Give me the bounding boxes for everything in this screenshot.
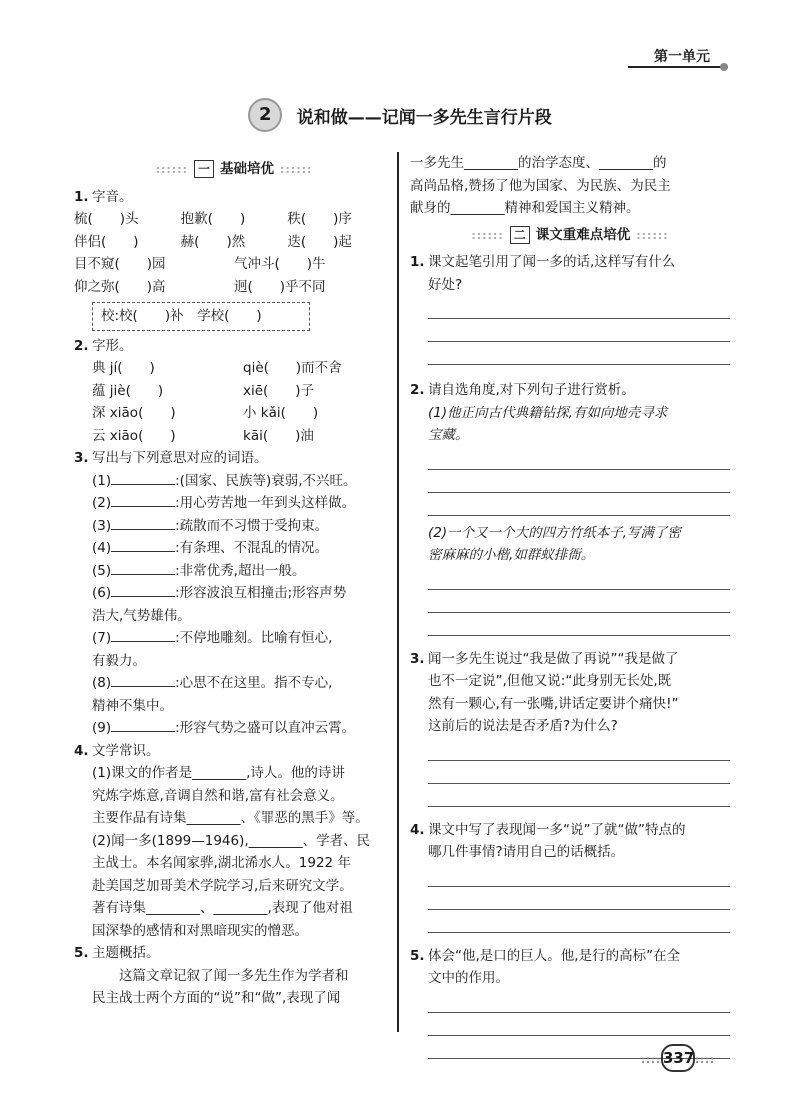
answer-line[interactable] [428, 589, 730, 590]
answer-line[interactable] [428, 341, 730, 342]
answer-line[interactable] [428, 886, 730, 887]
q3-item: (9) :形容气势之盛可以直冲云霄。 [74, 717, 394, 740]
q3-item: (3) :疏散而不习惯于受拘束。 [74, 515, 394, 538]
unit-underline [628, 66, 728, 68]
section-2-number: 二 [510, 226, 530, 244]
q3-item: (2) :用心劳苦地一年到头这样做。 [74, 492, 394, 515]
answer-line[interactable] [428, 806, 730, 807]
rq2-sentence: 密麻麻的小楷,如群蚁排衙。 [428, 547, 595, 563]
pinyin-row: 仰之弥( )高 迥( )乎不同 [74, 278, 326, 295]
q4-line: 究炼字炼意,音调自然和谐,富有社会意义。 [92, 787, 344, 804]
char-form-row: 典 jí( ) qiè( )而不舍 [92, 360, 342, 376]
rq2-sentence: (2)一个又一个大的四方竹纸本子,写满了密 [428, 524, 681, 541]
rq5-line: 5. 体会“他,是口的巨人。他,是行的高标”在全 [410, 947, 681, 964]
pinyin-row: 伴侣( ) 赫( )然 迭( )起 [74, 233, 352, 250]
q3-item: (7) :不停地雕刻。比喻有恒心, [74, 627, 394, 650]
rq3-line: 也不一定说”,但他又说:“此身别无长处,既 [428, 673, 672, 689]
q4-line: (1)课文的作者是________,诗人。他的诗讲 [92, 765, 345, 781]
answer-line[interactable] [428, 492, 730, 493]
q4-line: (2)闻一多(1899—1946),________、学者、民 [92, 832, 371, 849]
rq2-title: 2. 请自选角度,对下列句子进行赏析。 [410, 382, 635, 398]
rq4-line: 4. 课文中写了表现闻一多“说”了就“做”特点的 [410, 821, 686, 838]
question-4-title: 4. 文学常识。 [74, 742, 160, 759]
question-3-title: 3. 写出与下列意思对应的词语。 [74, 450, 268, 466]
q3-item-cont: 有毅力。 [92, 652, 146, 669]
lesson-number-badge: 2 [248, 98, 282, 132]
rq3-line: 然有一颗心,有一张嘴,讲话定要讲个痛快!” [428, 695, 679, 712]
page-number: :::: 337:::: [628, 1044, 728, 1072]
rq3-line: 3. 闻一多先生说过“我是做了再说”“我是做了 [410, 650, 679, 667]
q5-line: 这篇文章记叙了闻一多先生作为学者和 [92, 967, 349, 984]
section-header-1: :::::: 一 基础培优 :::::: [155, 161, 313, 177]
section-1-title: 基础培优 [220, 161, 274, 177]
answer-line[interactable] [428, 318, 730, 319]
q3-item-cont: 浩大,气势雄伟。 [92, 607, 191, 624]
char-form-row: 深 xiāo( ) 小 kǎi( ) [92, 405, 319, 421]
question-1-title: 1. 字音。 [74, 188, 133, 205]
q3-item: (6) :形容波浪互相撞击;形容声势 [74, 582, 394, 605]
theme-cont-line: 献身的________精神和爱国主义精神。 [410, 200, 640, 216]
answer-line[interactable] [428, 635, 730, 636]
q3-item: (1) :(国家、民族等)衰弱,不兴旺。 [74, 470, 394, 493]
lesson-title: 说和做——记闻一多先生言行片段 [296, 107, 552, 128]
answer-line[interactable] [428, 760, 730, 761]
rq1-line: 1. 课文起笔引用了闻一多的话,这样写有什么 [410, 254, 676, 270]
section-2-title: 课文重难点培优 [535, 226, 631, 243]
pinyin-row: 梳( )头 抱歉( ) 秩( )序 [74, 211, 352, 227]
char-form-row: 云 xiāo( ) kāi( )油 [92, 427, 314, 444]
char-form-row: 蕴 jiè( ) xiē( )子 [92, 382, 315, 399]
rq3-line: 这前后的说法是否矛盾?为什么? [428, 718, 618, 734]
polyphone-box: 校:校( )补 学校( ) [92, 302, 310, 331]
answer-line[interactable] [428, 783, 730, 784]
answer-line[interactable] [428, 1035, 730, 1036]
q4-line: 主战士。本名闻家骅,湖北浠水人。1922 年 [92, 855, 351, 871]
theme-cont-line: 高尚品格,赞扬了他为国家、为民族、为民主 [410, 177, 671, 194]
q3-item-cont: 精神不集中。 [92, 697, 173, 714]
lesson-title-bar [0, 98, 800, 132]
unit-label: 第一单元 [654, 49, 710, 65]
rq2-sentence: 宝藏。 [428, 427, 469, 443]
left-column [74, 158, 394, 1010]
answer-line[interactable] [428, 909, 730, 910]
answer-line[interactable] [428, 612, 730, 613]
column-divider [397, 152, 399, 1032]
q4-line: 著有诗集________、________,表现了他对祖 [92, 900, 353, 916]
answer-line[interactable] [428, 364, 730, 365]
answer-line[interactable] [428, 1012, 730, 1013]
rq1-line: 好处? [428, 276, 463, 293]
q5-line: 民主战士两个方面的“说”和“做”,表现了闻 [92, 990, 341, 1006]
q4-line: 主要作品有诗集________、《罪恶的黑手》等。 [92, 810, 369, 826]
question-2-title: 2. 字形。 [74, 337, 133, 354]
theme-cont-line: 一多先生________的治学态度、________的 [410, 155, 667, 171]
rq5-line: 文中的作用。 [428, 970, 509, 986]
q3-item: (5) :非常优秀,超出一般。 [74, 560, 394, 583]
q4-line: 国深挚的感情和对黑暗现实的憎恶。 [92, 922, 308, 939]
q3-item: (4) :有条理、不混乱的情况。 [74, 537, 394, 560]
section-header-2: :::::: 二 课文重难点培优 :::::: [471, 226, 669, 243]
pinyin-row: 目不窥( )园 气冲斗( )牛 [74, 256, 326, 272]
question-5-title: 5. 主题概括。 [74, 945, 160, 961]
answer-line[interactable] [428, 932, 730, 933]
section-1-number: 一 [194, 160, 214, 178]
page-number-value: 337 [661, 1044, 695, 1072]
answer-line[interactable] [428, 469, 730, 470]
right-column [410, 152, 730, 1059]
rq2-sentence: (1)他正向古代典籍钻探,有如向地壳寻求 [428, 404, 668, 421]
q4-line: 赴美国芝加哥美术学院学习,后来研究文学。 [92, 877, 353, 894]
unit-dot [720, 63, 728, 71]
rq4-line: 哪几件事情?请用自己的话概括。 [428, 844, 625, 860]
answer-line[interactable] [428, 515, 730, 516]
q3-item: (8) :心思不在这里。指不专心, [74, 672, 394, 695]
